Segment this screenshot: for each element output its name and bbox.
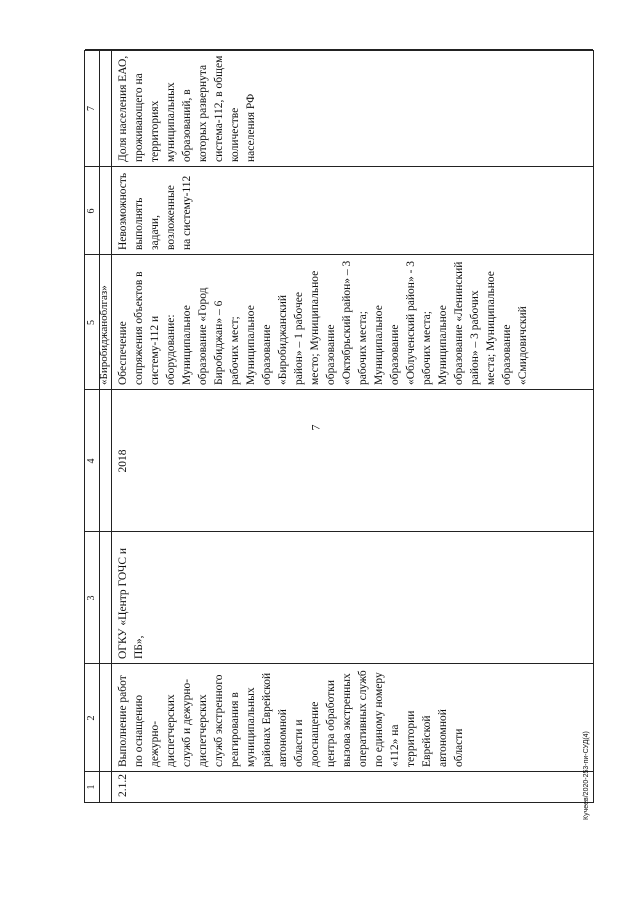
program-table: [84, 50, 594, 803]
column-4: [85, 389, 593, 532]
column-number-3: 3: [86, 595, 97, 601]
measure-description: Выполнение работ по оснащению дежурно-диспетчерских служб и дежурно-диспетчерских служб экстренного реагирования в муниципальных районах Еврейской автономной области и дооснащение центра обработки вызова экстренных оперативных служб по единому номеру «112» на территории Еврейской автономной области: [117, 670, 465, 767]
column-3: [85, 531, 593, 664]
row-number: 2.1.2: [117, 774, 129, 797]
document-reference: Кучеев/2020-253-пи-СУД(4): [583, 731, 590, 820]
column-number-7: 7: [86, 106, 97, 111]
column-number-2: 2: [86, 715, 97, 721]
carry-over-text: «Биробиджанoблгаз»: [98, 285, 110, 385]
column-number-row: [85, 51, 100, 802]
column-number-1: 1: [86, 784, 97, 790]
non-implementation-consequences: Невозможность выполнять задачи, возложенные на систему-112: [117, 172, 193, 250]
carry-over-row: [99, 51, 112, 802]
column-number-5: 5: [86, 320, 97, 325]
implementation-year: 2018: [117, 449, 129, 473]
rotated-table-wrapper: [84, 50, 594, 803]
executor: ОГКУ «Центр ГОЧС и ПБ»,: [117, 547, 145, 659]
expected-result: Обеспечение сопряжения объектов в систему-112 и оборудование: Муниципальное образование «Город Биробиджан» – 6 рабочих мест; Муниципальное образование «Биробиджанский район» – 1 рабочее место; Муниципальное образование «Октябрьский район» – 3 рабочих места; Муниципальное образование «Облученский район» - 3 рабочих места; Муниципальное образование «Ленинский район» – 3 рабочих места; Муниципальное образование «Смидовичский: [117, 260, 529, 385]
column-1: [85, 771, 593, 802]
column-number-6: 6: [86, 208, 97, 214]
column-number-4: 4: [86, 458, 97, 464]
target-indicator: Доля населения ЕАО, проживающего на территориях муниципальных образований, в которых развернута система-112, в общем количестве населения РФ: [117, 55, 257, 162]
page-number: 7: [308, 424, 323, 431]
